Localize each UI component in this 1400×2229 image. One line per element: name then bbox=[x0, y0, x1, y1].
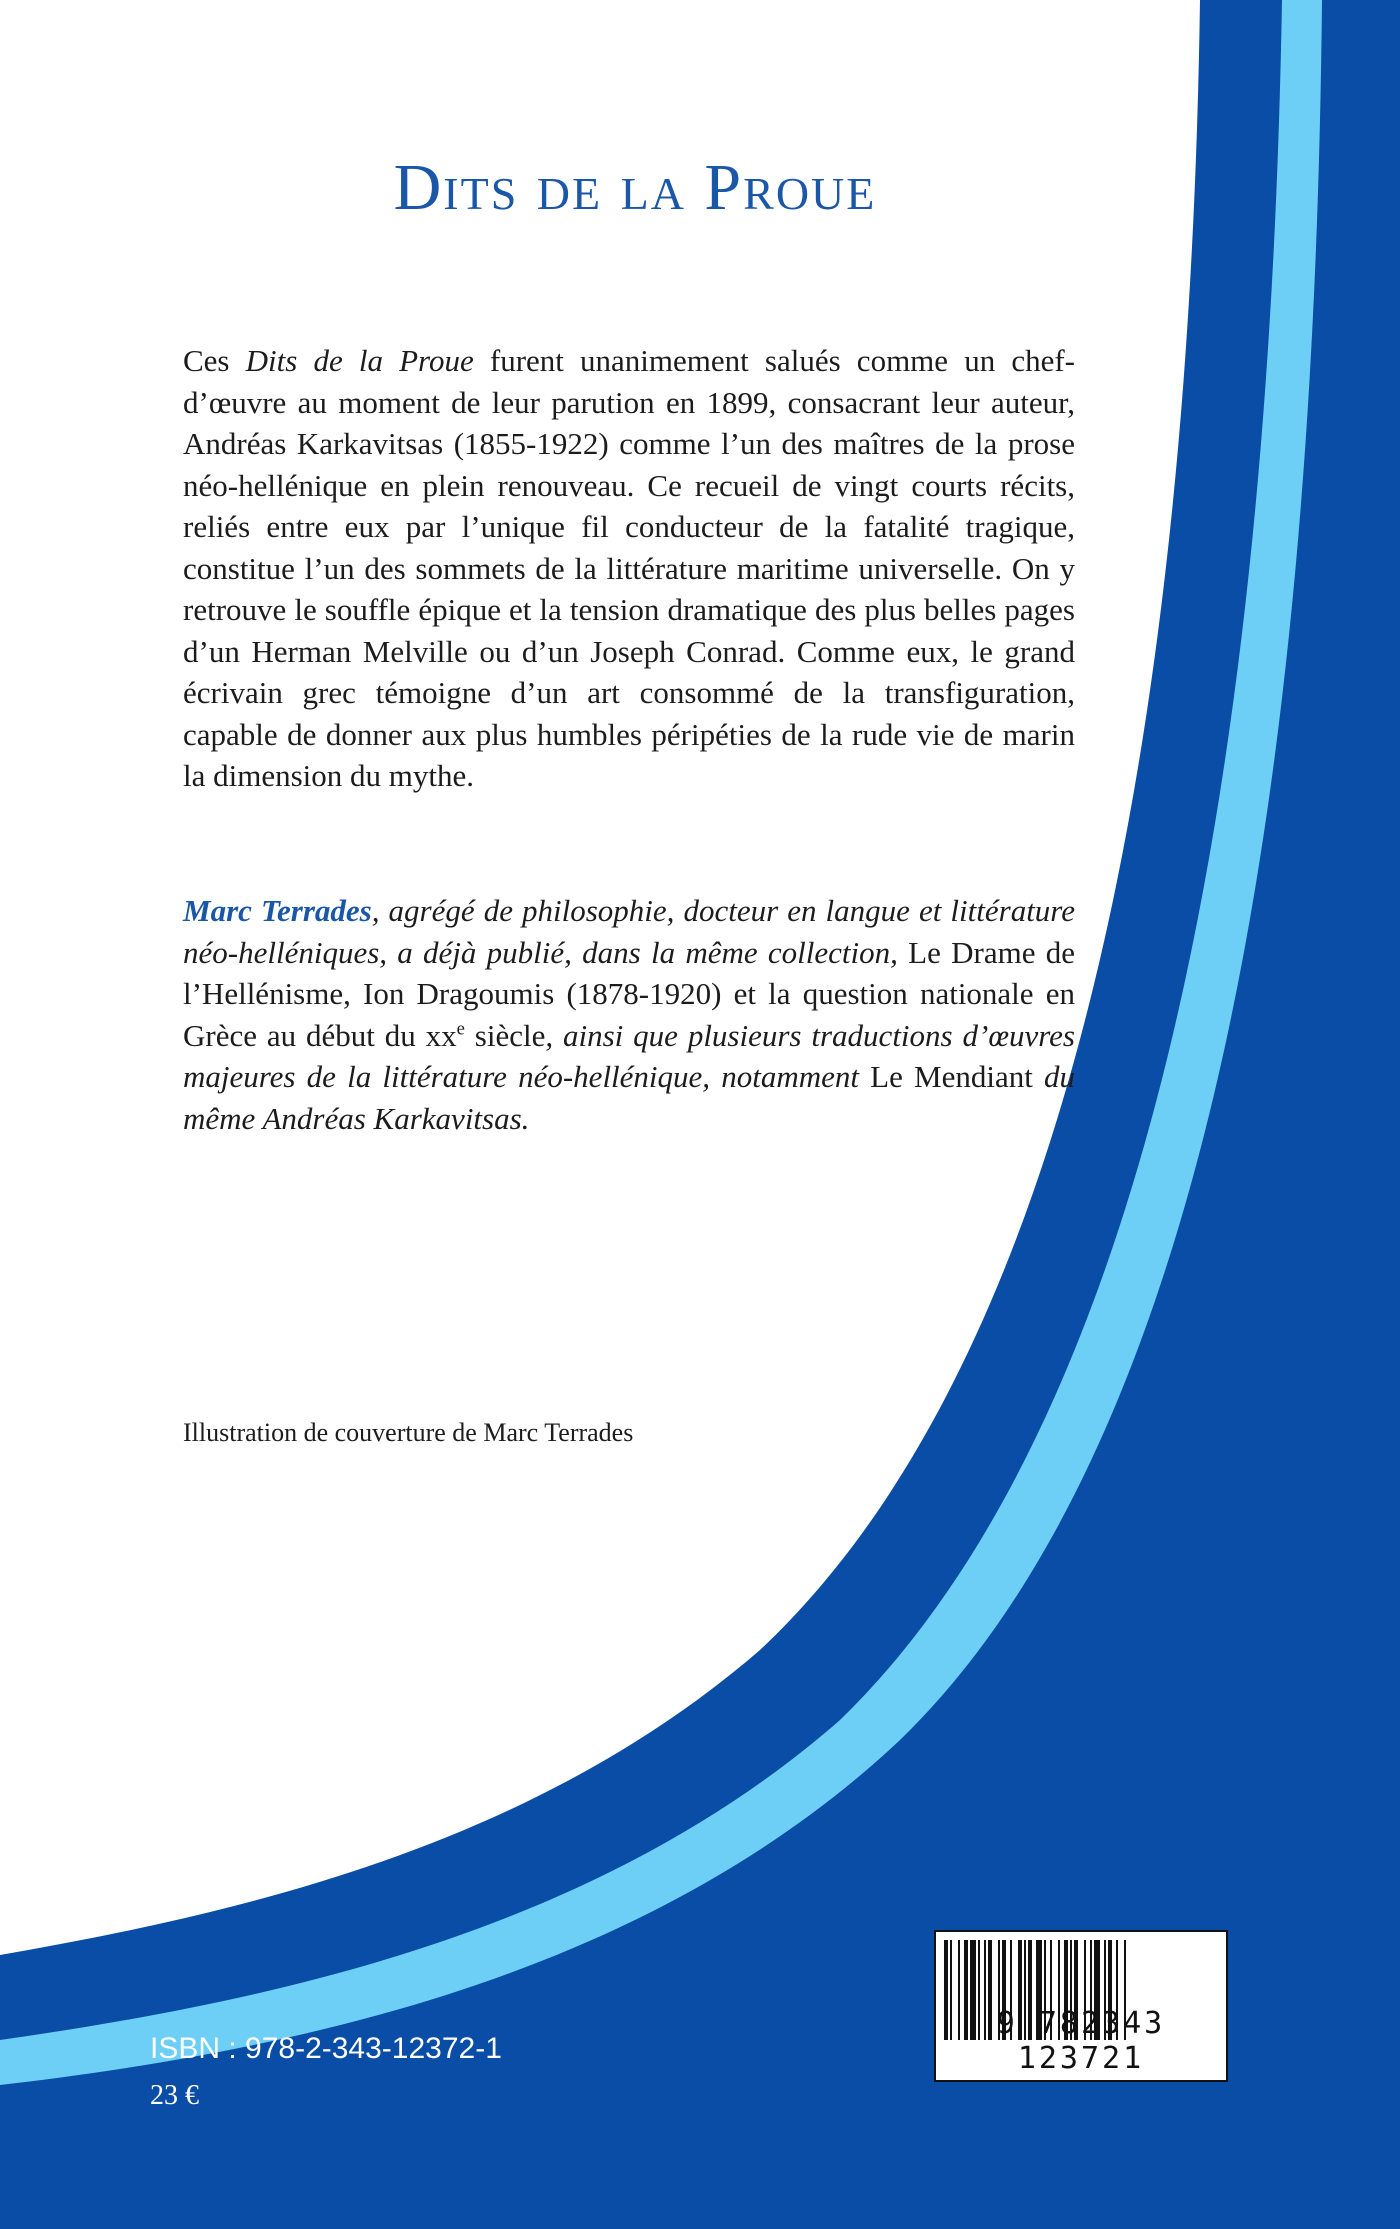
summary-book-title: Dits de la Proue bbox=[245, 343, 474, 378]
author-bio-text-1: , agrégé de philosophie, docteur en langue et littérature néo-helléniques, a déjà publié, dans la même collection, bbox=[183, 893, 1075, 970]
book-title: Dits de la Proue bbox=[393, 151, 877, 224]
barcode bbox=[934, 1930, 1228, 2082]
barcode-digits: 9 782343 123721 bbox=[996, 2006, 1166, 2076]
author-work-title-2: Le Mendiant bbox=[870, 1059, 1033, 1094]
author-name: Marc Terrades bbox=[183, 893, 372, 928]
isbn-text: ISBN : 978-2-343-12372-1 bbox=[150, 2032, 502, 2065]
author-work-title-1-text: Le Drame de l’Hellénisme, Ion Dragoumis (1878-1920) et la question nationale en Grèce au début du xx bbox=[183, 934, 1075, 1053]
summary-intro: Ces bbox=[183, 343, 246, 378]
price-text: 23 € bbox=[150, 2080, 199, 2111]
author-bio-text-2: , ainsi que plusieurs traductions d’œuvres majeures de la littérature néo-hellénique, notamment bbox=[183, 1017, 1075, 1094]
illustration-credit: Illustration de couverture de Marc Terrades bbox=[183, 1418, 634, 1447]
author-bio-paragraph bbox=[183, 890, 1075, 1139]
author-bio-text-3: du même Andréas Karkavitsas. bbox=[183, 1059, 1075, 1136]
summary-text: furent unanimement salués comme un chef-d’œuvre au moment de leur parution en 1899, consacrant leur auteur, Andréas Karkavitsas (1855-1922) comme l’un des maîtres de la prose néo-hellénique en plein renouveau. Ce recueil de vingt courts récits, reliés entre eux par l’unique fil conducteur de la fatalité tragique, constitue l’un des sommets de la littérature maritime universelle. On y retrouve le souffle épique et la tension dramatique des plus belles pages d’un Herman Melville ou d’un Joseph Conrad. Comme eux, le grand écrivain grec témoigne d’un art consommé de la transfiguration, capable de donner aux plus humbles péripéties de la rude vie de marin la dimension du mythe. bbox=[183, 343, 1075, 793]
summary-paragraph bbox=[183, 340, 1075, 797]
century-superscript: e bbox=[456, 1018, 465, 1040]
author-work-title-1-end: siècle bbox=[464, 1017, 546, 1053]
